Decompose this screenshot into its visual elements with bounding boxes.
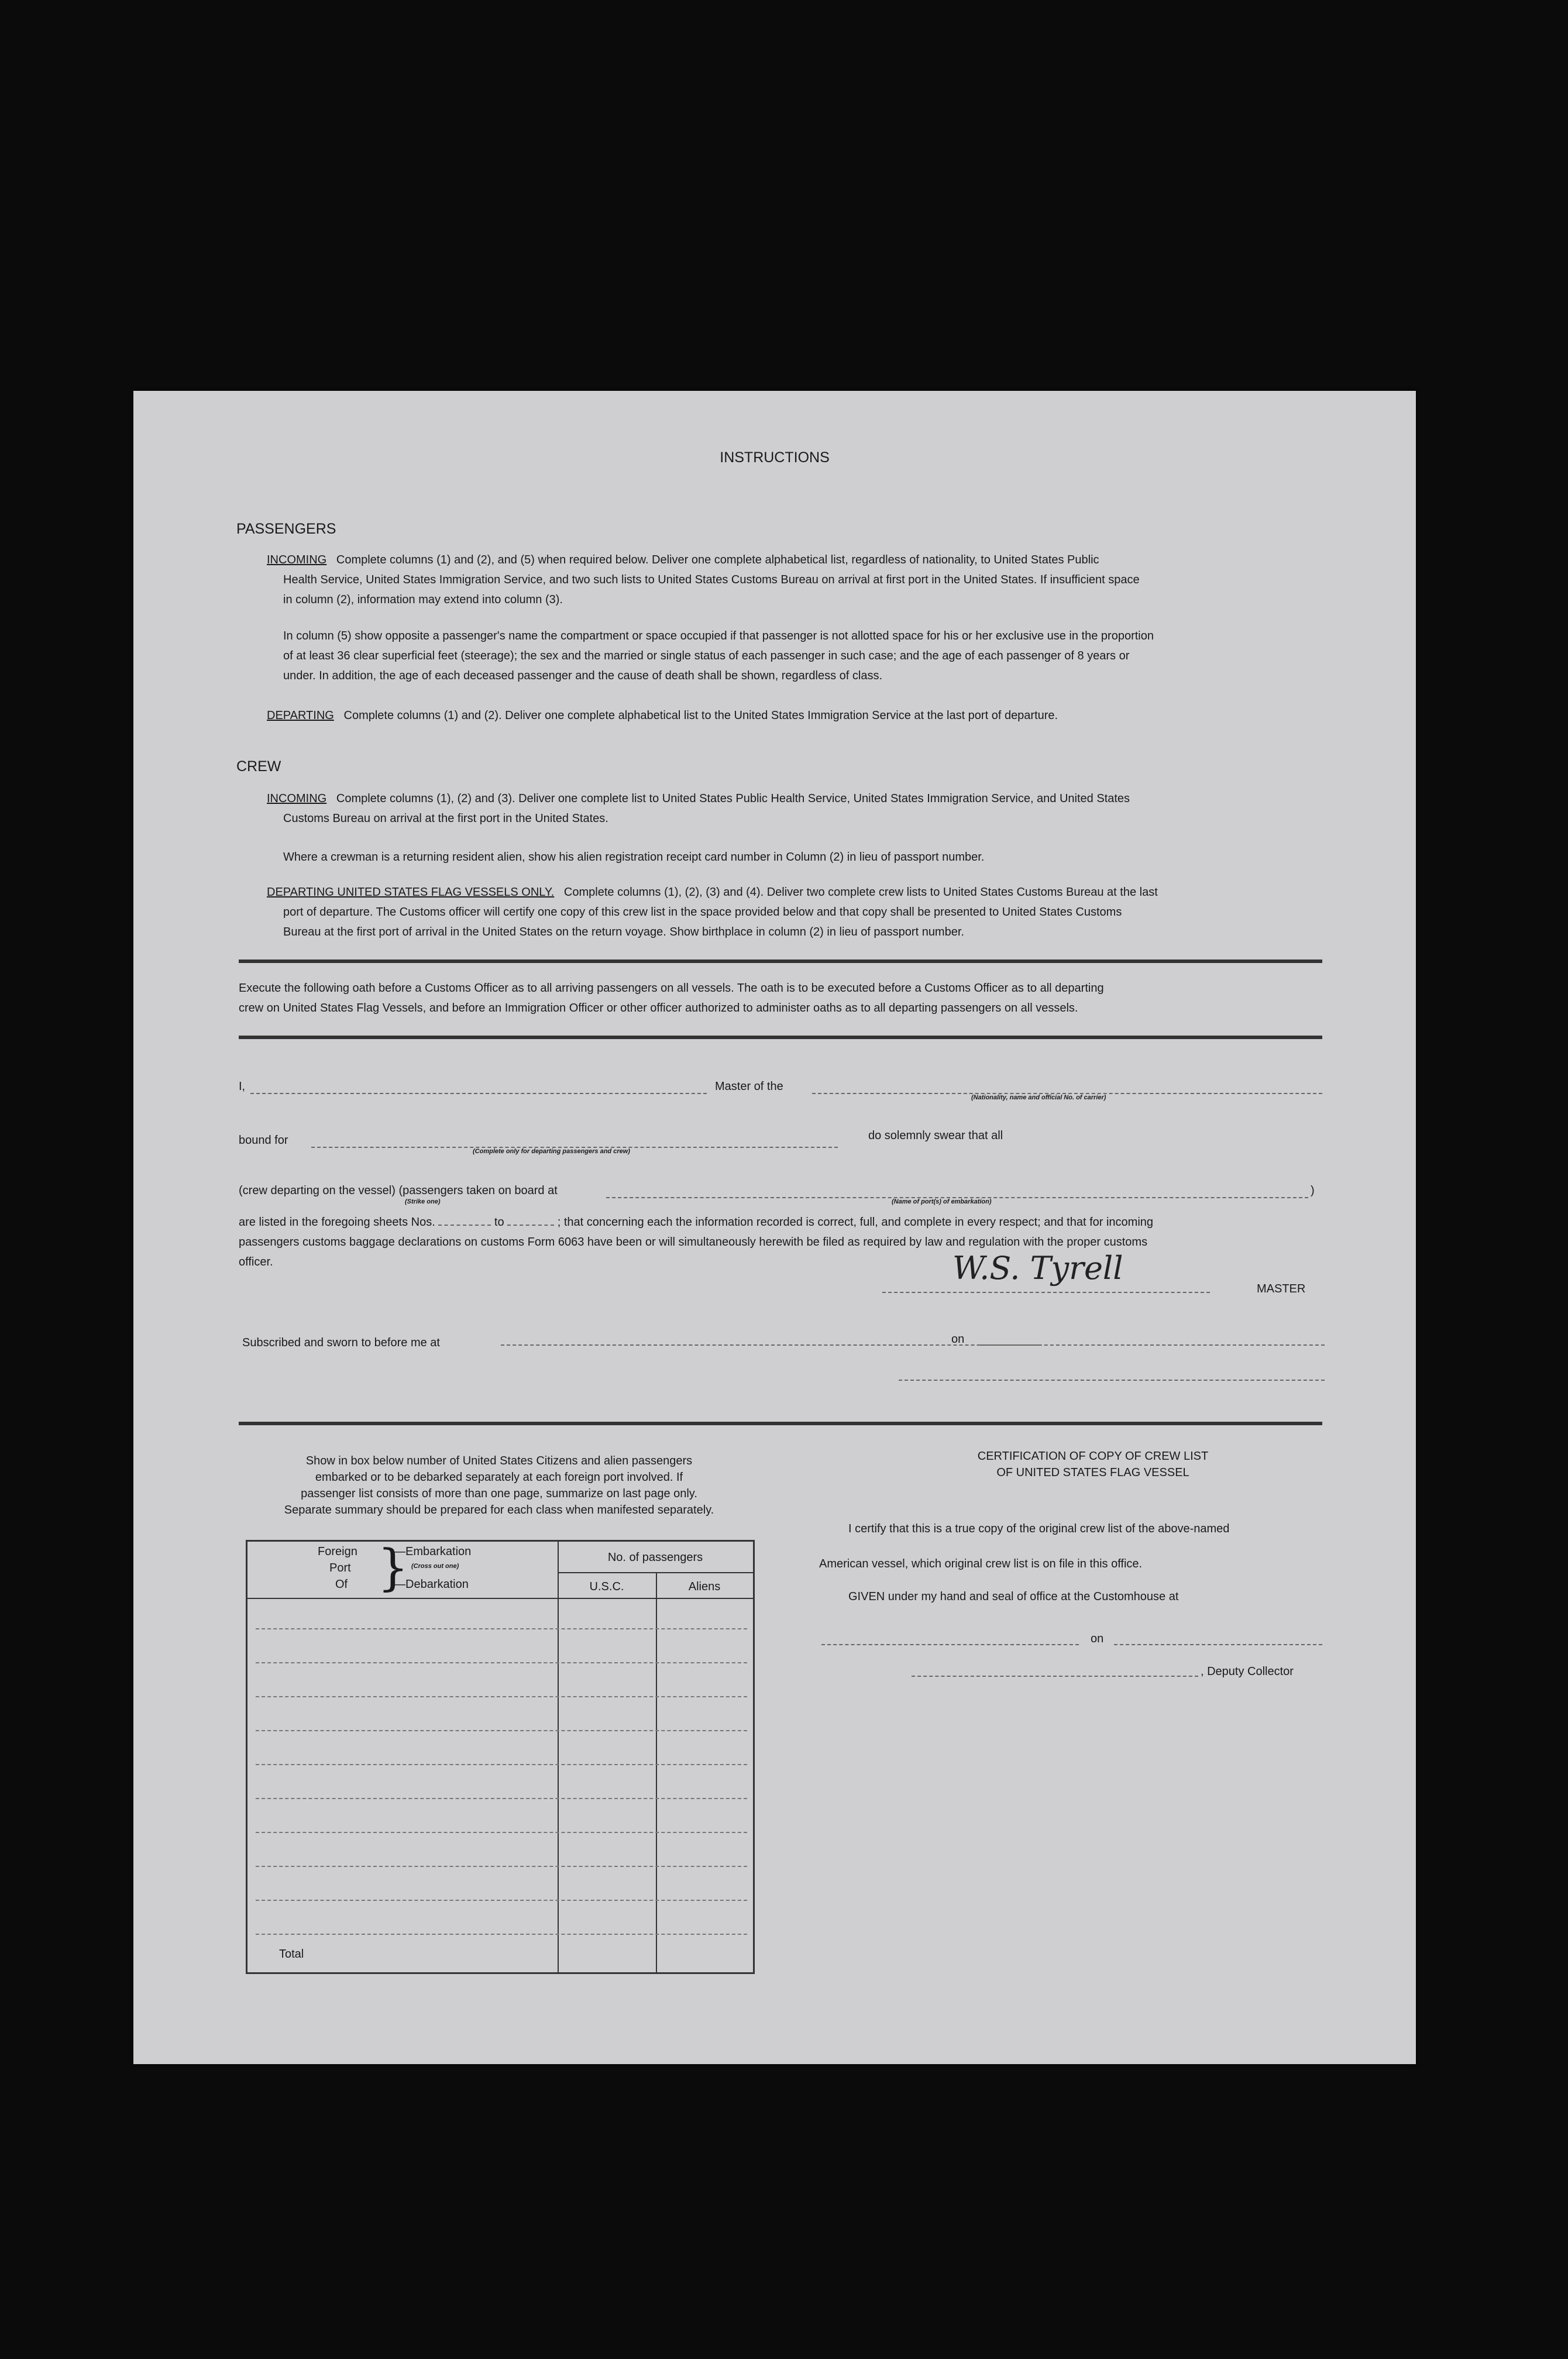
crew-departing-text-2: port of departure. The Customs officer will certify one copy of this crew list in the space provided below and that copy shall be presented to United States Customs — [283, 906, 1122, 919]
crew-departing — [267, 882, 1158, 902]
column-rule — [656, 1572, 657, 1972]
oath-on: on — [951, 1333, 965, 1346]
passengers-col5-text-3: under. In addition, the age of each deceased passenger and the cause of death shall be shown, regardless of class. — [283, 669, 883, 682]
oath-listed-2: ; that concerning each the information recorded is correct, full, and complete in every respect; and that for incoming — [557, 1216, 1154, 1229]
certification-text-1: I certify that this is a true copy of the original crew list of the above-named — [848, 1522, 1230, 1535]
header-cross-out: (Cross out one) — [411, 1563, 459, 1570]
divider — [239, 1036, 1322, 1039]
summary-intro-1: Show in box below number of United States Citizens and alien passengers — [305, 1454, 693, 1467]
column-rule — [558, 1542, 559, 1972]
header-aliens: Aliens — [688, 1580, 721, 1593]
divider — [239, 960, 1322, 963]
oath-swear: do solemnly swear that all — [868, 1129, 1003, 1142]
master-signature: W.S. Tyrell — [953, 1250, 1123, 1287]
sworn-date-field[interactable] — [979, 1344, 1325, 1346]
summary-intro-2: embarked or to be debarked separately at each foreign port involved. If — [315, 1471, 683, 1484]
page-title: INSTRUCTIONS — [720, 449, 830, 466]
table-row[interactable] — [256, 1900, 747, 1901]
certification-title-2: OF UNITED STATES FLAG VESSEL — [996, 1466, 1189, 1479]
passengers-departing-text: Complete columns (1) and (2). Deliver one complete alphabetical list to the United States Immigration Service at the last port of departure. — [343, 709, 1058, 722]
oath-intro-1: Execute the following oath before a Customs Officer as to all arriving passengers on all vessels. The oath is to be executed before a Customs Officer as to all departing — [239, 982, 1104, 995]
passengers-incoming-text-2: Health Service, United States Immigration Service, and two such lists to United States Customs Bureau on arrival at first port in the United States. If insufficient space — [283, 573, 1140, 586]
oath-close-paren: ) — [1311, 1184, 1315, 1197]
summary-intro-4: Separate summary should be prepared for each class when manifested separately. — [284, 1504, 714, 1516]
document-sheet — [133, 391, 1416, 2064]
table-row[interactable] — [256, 1934, 747, 1935]
oath-strike-one: (Strike one) — [405, 1198, 441, 1205]
passengers-departing — [267, 706, 1058, 725]
oath-subscribed: Subscribed and sworn to before me at — [242, 1336, 440, 1349]
oath-listed-line — [239, 1212, 1153, 1232]
table-row[interactable] — [256, 1628, 747, 1629]
header-port: Port — [329, 1562, 351, 1574]
oath-intro-2: crew on United States Flag Vessels, and before an Immigration Officer or other officer authorized to administer oaths as to all departing passengers on all vessels. — [239, 1002, 1078, 1015]
divider — [239, 1422, 1322, 1425]
sheet-from-field[interactable] — [438, 1225, 491, 1226]
passengers-heading: PASSENGERS — [236, 521, 336, 537]
oath-i-label: I, — [239, 1080, 246, 1093]
certification-text-3: GIVEN under my hand and seal of office at the Customhouse at — [848, 1590, 1179, 1603]
officer-signature-field[interactable] — [899, 1380, 1325, 1381]
certification-deputy: , Deputy Collector — [1201, 1665, 1294, 1678]
customhouse-field[interactable] — [821, 1644, 1079, 1645]
passengers-incoming — [267, 550, 1320, 570]
oath-nationality-note: (Nationality, name and official No. of carrier) — [971, 1094, 1106, 1101]
crew-departing-text-3: Bureau at the first port of arrival in the United States on the return voyage. Show birthplace in column (2) in lieu of passport number. — [283, 926, 964, 938]
table-row[interactable] — [256, 1866, 747, 1867]
oath-listed-4: officer. — [239, 1256, 273, 1268]
table-row[interactable] — [256, 1764, 747, 1765]
crew-heading: CREW — [236, 758, 281, 775]
passengers-col5-text-1: In column (5) show opposite a passenger's name the compartment or space occupied if that passenger is not allotted space for his or her exclusive use in the proportion — [283, 630, 1154, 642]
certification-title-1: CERTIFICATION OF COPY OF CREW LIST — [977, 1450, 1209, 1463]
oath-listed-1: are listed in the foregoing sheets Nos. — [239, 1216, 435, 1229]
oath-complete-note: (Complete only for departing passengers and crew) — [473, 1148, 630, 1155]
certification-date-field[interactable] — [1114, 1644, 1322, 1645]
certification-on: on — [1091, 1632, 1104, 1645]
oath-master: MASTER — [1257, 1282, 1306, 1295]
header-embarkation: —Embarkation — [394, 1545, 472, 1558]
oath-listed-3: passengers customs baggage declarations on customs Form 6063 have been or will simultaneously herewith be filed as required by law and regulation with the proper customs — [239, 1236, 1148, 1249]
master-signature-line[interactable] — [882, 1292, 1210, 1293]
brace-icon: } — [377, 1539, 409, 1596]
certification-text-2: American vessel, which original crew list is on file in this office. — [819, 1557, 1143, 1570]
crew-departing-label: DEPARTING UNITED STATES FLAG VESSELS ONLY. — [267, 886, 555, 899]
table-row[interactable] — [256, 1662, 747, 1663]
column-rule — [558, 1572, 753, 1573]
crew-incoming-text-1: Complete columns (1), (2) and (3). Deliver one complete list to United States Public Health Service, United States Immigration Service, and United States — [336, 792, 1130, 805]
passengers-incoming-label: INCOMING — [267, 553, 327, 566]
master-name-field[interactable] — [250, 1093, 707, 1094]
table-header-rule — [247, 1598, 753, 1599]
crew-departing-text-1: Complete columns (1), (2), (3) and (4). Deliver two complete crew lists to United States Customs Bureau at the last — [563, 886, 1158, 899]
oath-to: to — [494, 1216, 504, 1229]
oath-master-of: Master of the — [715, 1080, 783, 1093]
crew-incoming-text-2: Customs Bureau on arrival at the first port in the United States. — [283, 812, 608, 825]
table-row[interactable] — [256, 1696, 747, 1697]
oath-crew-departing: (crew departing on the vessel) (passengers taken on board at — [239, 1184, 558, 1197]
header-usc: U.S.C. — [589, 1580, 624, 1593]
passenger-summary-table — [246, 1540, 755, 1974]
passengers-incoming-text-3: in column (2), information may extend into column (3). — [283, 593, 563, 606]
passengers-incoming-text-1: Complete columns (1) and (2), and (5) when required below. Deliver one complete alphabetical list, regardless of nationality, to United States Public — [336, 553, 1099, 566]
crew-incoming-label: INCOMING — [267, 792, 327, 805]
table-row[interactable] — [256, 1832, 747, 1833]
crew-crewman-text: Where a crewman is a returning resident alien, show his alien registration receipt card number in Column (2) in lieu of passport number. — [283, 851, 985, 864]
sheet-to-field[interactable] — [507, 1225, 554, 1226]
header-debarkation: —Debarkation — [394, 1578, 469, 1591]
summary-intro-3: passenger list consists of more than one page, summarize on last page only. — [301, 1487, 697, 1500]
header-of: Of — [335, 1578, 348, 1591]
header-foreign: Foreign — [318, 1545, 357, 1558]
table-row[interactable] — [256, 1730, 747, 1731]
total-label: Total — [279, 1948, 304, 1961]
table-row[interactable] — [256, 1798, 747, 1799]
header-no-passengers: No. of passengers — [607, 1551, 703, 1564]
deputy-signature-field[interactable] — [912, 1676, 1198, 1677]
passengers-col5-text-2: of at least 36 clear superficial feet (steerage); the sex and the married or single status of each passenger in such case; and the age of each passenger of 8 years or — [283, 649, 1130, 662]
crew-incoming — [267, 789, 1130, 809]
oath-ports-note: (Name of port(s) of embarkation) — [892, 1198, 992, 1205]
oath-bound-for: bound for — [239, 1134, 288, 1147]
passengers-departing-label: DEPARTING — [267, 709, 334, 722]
